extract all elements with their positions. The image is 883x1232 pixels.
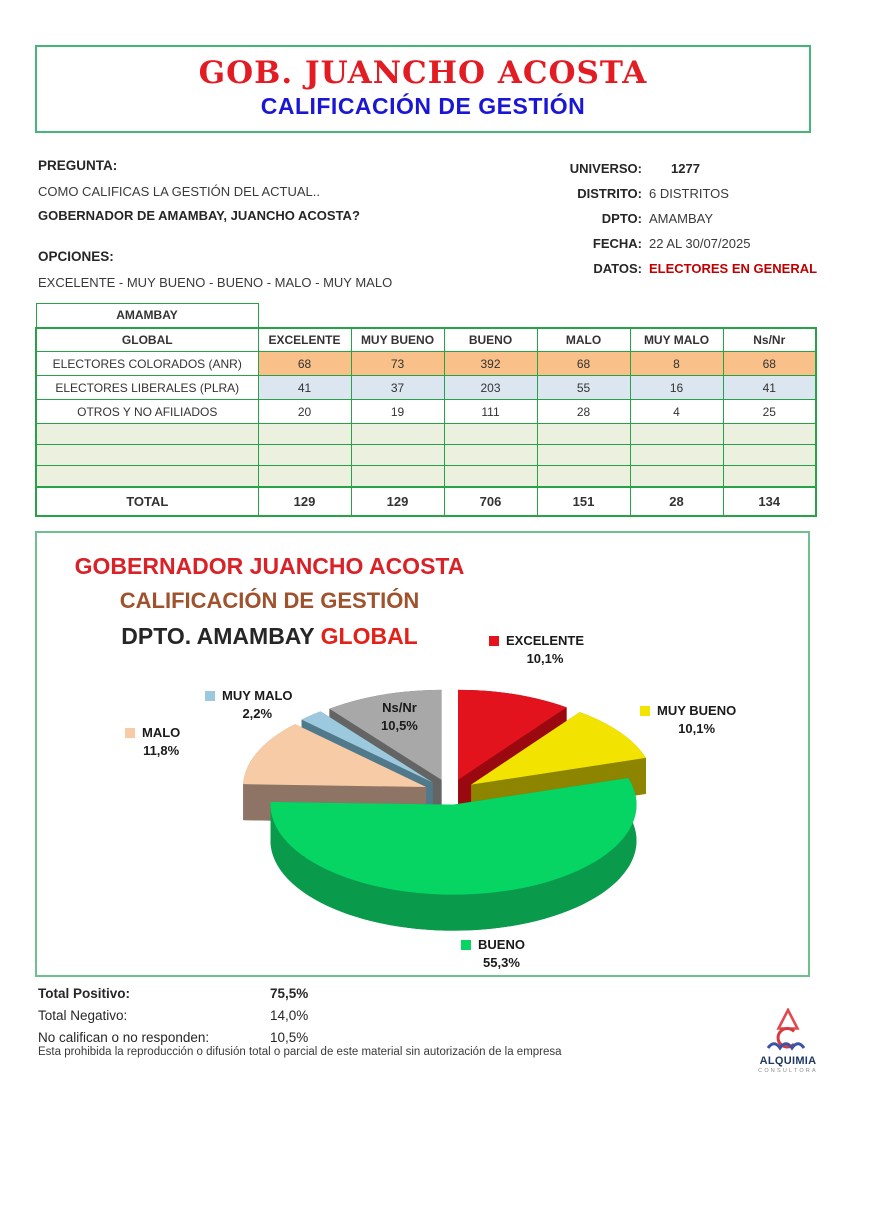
table-cell [258, 304, 816, 328]
table-cell: 111 [444, 400, 537, 424]
pie-label-text: MUY MALO [222, 688, 293, 703]
pie-label-nsnr [381, 700, 418, 733]
question-line2: GOBERNADOR DE AMAMBAY, JUANCHO ACOSTA? [38, 208, 360, 223]
meta-label: DISTRITO: [577, 186, 642, 201]
meta-label: DATOS: [593, 261, 642, 276]
summary-value: 10,5% [270, 1029, 309, 1045]
table-cell [444, 466, 537, 487]
table-cell: 19 [351, 400, 444, 424]
chart-title-line1: GOBERNADOR JUANCHO ACOSTA [74, 553, 465, 579]
table-cell: 68 [258, 352, 351, 376]
excelente-color-swatch [489, 636, 499, 646]
meta-block [518, 156, 828, 281]
options-label: OPCIONES: [38, 249, 114, 264]
alquimia-logo [742, 1008, 834, 1074]
table-cell: 4 [630, 400, 723, 424]
malo-color-swatch [125, 728, 135, 738]
table-cell: 41 [258, 376, 351, 400]
meta-row [518, 231, 828, 256]
table-cell: ELECTORES LIBERALES (PLRA) [36, 376, 258, 400]
pie-label-value: 55,3% [483, 955, 520, 970]
table-cell: AMAMBAY [36, 304, 258, 328]
table-row [36, 487, 816, 516]
meta-label: UNIVERSO: [569, 161, 642, 176]
table-cell [723, 466, 816, 487]
meta-label: FECHA: [592, 236, 642, 251]
table-cell [444, 424, 537, 445]
question-block [38, 158, 518, 290]
table-cell: 55 [537, 376, 630, 400]
header-box [35, 45, 811, 133]
table-cell: 134 [723, 487, 816, 516]
table-cell: 706 [444, 487, 537, 516]
summary-row [38, 1004, 468, 1026]
question-line1: COMO CALIFICAS LA GESTIÓN DEL ACTUAL.. [38, 184, 320, 199]
table-cell: 129 [258, 487, 351, 516]
table-cell [258, 445, 351, 466]
summary-label: Total Positivo: [38, 985, 131, 1001]
table-cell: 392 [444, 352, 537, 376]
summary-row [38, 982, 468, 1004]
meta-row [518, 206, 828, 231]
table-cell: 129 [351, 487, 444, 516]
table-cell [537, 424, 630, 445]
summary-row [38, 1026, 468, 1048]
table-row [36, 466, 816, 487]
meta-value: ELECTORES EN GENERAL [649, 261, 818, 276]
table-cell [630, 445, 723, 466]
bueno-color-swatch [461, 940, 471, 950]
table-cell: Ns/Nr [723, 328, 816, 352]
table-cell [258, 424, 351, 445]
table-cell [351, 466, 444, 487]
survey-table [35, 303, 817, 517]
table-cell: 203 [444, 376, 537, 400]
chart-box [35, 531, 810, 977]
table-cell: MUY BUENO [351, 328, 444, 352]
meta-value: 1277 [671, 161, 700, 176]
meta-row [518, 181, 828, 206]
table-cell: TOTAL [36, 487, 258, 516]
pie-label-excelente [489, 633, 584, 666]
table-cell: MALO [537, 328, 630, 352]
table-row [36, 304, 816, 328]
report-subtitle: CALIFICACIÓN DE GESTIÓN [260, 93, 586, 120]
table-cell: 151 [537, 487, 630, 516]
table-cell [723, 445, 816, 466]
table-cell: EXCELENTE [258, 328, 351, 352]
table-cell: 73 [351, 352, 444, 376]
table-row [36, 352, 816, 376]
table-cell: 68 [537, 352, 630, 376]
table-cell [537, 445, 630, 466]
meta-row [518, 156, 828, 181]
meta-value: 22 AL 30/07/2025 [649, 236, 751, 251]
chart-title-line2: CALIFICACIÓN DE GESTIÓN [119, 588, 420, 613]
table-cell [723, 424, 816, 445]
table-cell: 28 [537, 400, 630, 424]
muy-malo-color-swatch [205, 691, 215, 701]
summary-value: 75,5% [270, 985, 309, 1001]
pie-label-value: 2,2% [242, 706, 273, 721]
pie-label-muy-bueno [640, 703, 736, 736]
summary-value: 14,0% [270, 1007, 309, 1023]
table-cell: 28 [630, 487, 723, 516]
table-cell [36, 445, 258, 466]
table-row [36, 376, 816, 400]
table-row [36, 400, 816, 424]
table-cell: ELECTORES COLORADOS (ANR) [36, 352, 258, 376]
pie-label-text: MUY BUENO [657, 703, 737, 718]
summary-label: Total Negativo: [38, 1007, 128, 1023]
table-cell: 37 [351, 376, 444, 400]
pie-label-text: EXCELENTE [506, 633, 585, 648]
chart-title-global: GLOBAL [320, 623, 418, 649]
table-row [36, 445, 816, 466]
pie-label-value: 10,5% [381, 718, 418, 733]
table-cell: OTROS Y NO AFILIADOS [36, 400, 258, 424]
summary-label: No califican o no responden: [38, 1029, 210, 1045]
table-row [36, 424, 816, 445]
logo-subtitle: CONSULTORA [758, 1068, 818, 1074]
chart-title-dpto: DPTO. AMAMBAY [121, 623, 321, 649]
meta-value: 6 DISTRITOS [649, 186, 729, 201]
muy-bueno-color-swatch [640, 706, 650, 716]
table-cell: 8 [630, 352, 723, 376]
pie-label-value: 10,1% [526, 651, 564, 666]
table-cell [537, 466, 630, 487]
table-cell: MUY MALO [630, 328, 723, 352]
pie-label-text: BUENO [478, 937, 525, 952]
disclaimer-text: Esta prohibida la reproducción o difusión total o parcial de este material sin autorización de la empresa [38, 1046, 562, 1058]
summary-block [38, 982, 468, 1048]
pie-label-value: 11,8% [143, 743, 180, 758]
table-cell [630, 424, 723, 445]
pie-label-text: MALO [142, 725, 181, 740]
pie-label-value: 10,1% [678, 721, 716, 736]
pie-label-malo [125, 725, 180, 758]
table-cell [36, 466, 258, 487]
report-title: GOB. JUANCHO ACOSTA [198, 55, 648, 91]
pie-label-muy-malo [205, 688, 293, 721]
meta-value: AMAMBAY [649, 211, 714, 226]
table-cell: BUENO [444, 328, 537, 352]
options-line: EXCELENTE - MUY BUENO - BUENO - MALO - MUY MALO [38, 275, 393, 290]
logo-mark-icon [764, 1008, 812, 1052]
table-cell [351, 445, 444, 466]
table-cell [351, 424, 444, 445]
meta-label: DPTO: [601, 211, 642, 226]
table-cell: 20 [258, 400, 351, 424]
pie-label-bueno [461, 937, 525, 970]
table-row [36, 328, 816, 352]
pie-label-text: Ns/Nr [382, 700, 417, 715]
table-cell: GLOBAL [36, 328, 258, 352]
table-cell: 25 [723, 400, 816, 424]
table-cell: 41 [723, 376, 816, 400]
table-cell [630, 466, 723, 487]
table-cell: 16 [630, 376, 723, 400]
table-cell [36, 424, 258, 445]
question-label: PREGUNTA: [38, 158, 118, 173]
survey-table-wrap [35, 303, 817, 517]
logo-name: ALQUIMIA [759, 1055, 817, 1067]
table-cell: 68 [723, 352, 816, 376]
table-cell [258, 466, 351, 487]
table-cell [444, 445, 537, 466]
meta-row [518, 256, 828, 281]
